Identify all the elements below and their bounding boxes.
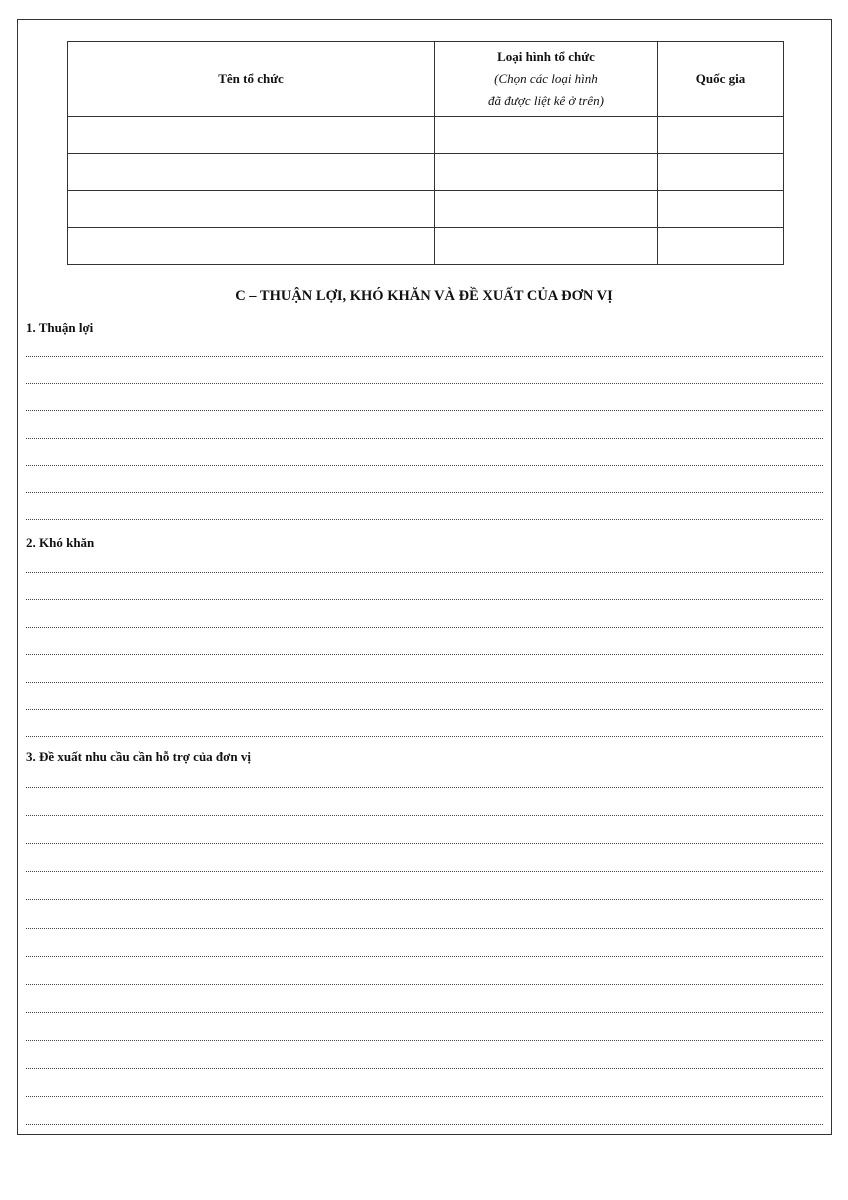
cell-org-type[interactable] <box>435 191 658 228</box>
section-c-title: C – THUẬN LỢI, KHÓ KHĂN VÀ ĐỀ XUẤT CỦA ĐƠN VỊ <box>235 288 613 304</box>
cell-org-name[interactable] <box>68 154 435 191</box>
table-row <box>68 228 784 265</box>
header-org-name: Tên tổ chức <box>68 42 435 117</box>
cell-org-name[interactable] <box>68 191 435 228</box>
header-org-type-title: Loại hình tổ chức <box>497 49 595 64</box>
table-row <box>68 191 784 228</box>
advantages-writing-line[interactable] <box>26 383 823 384</box>
header-org-type-note-1: (Chọn các loại hình <box>494 71 598 86</box>
organization-table <box>67 41 784 265</box>
advantages-writing-line[interactable] <box>26 356 823 357</box>
cell-org-type[interactable] <box>435 117 658 154</box>
proposals-writing-line[interactable] <box>26 843 823 844</box>
advantages-writing-line[interactable] <box>26 438 823 439</box>
proposals-writing-line[interactable] <box>26 899 823 900</box>
cell-org-type[interactable] <box>435 154 658 191</box>
proposals-writing-line[interactable] <box>26 1124 823 1125</box>
proposals-writing-line[interactable] <box>26 956 823 957</box>
cell-country[interactable] <box>658 191 784 228</box>
difficulties-writing-line[interactable] <box>26 627 823 628</box>
difficulties-heading: 2. Khó khăn <box>26 535 95 550</box>
difficulties-writing-line[interactable] <box>26 654 823 655</box>
proposals-writing-line[interactable] <box>26 928 823 929</box>
proposals-heading: 3. Đề xuất nhu cầu cần hỗ trợ của đơn vị <box>26 749 251 764</box>
advantages-heading: 1. Thuận lợi <box>26 320 94 335</box>
advantages-writing-line[interactable] <box>26 492 823 493</box>
cell-org-type[interactable] <box>435 228 658 265</box>
advantages-writing-line[interactable] <box>26 410 823 411</box>
table-header-row <box>68 42 784 117</box>
cell-org-name[interactable] <box>68 228 435 265</box>
table-row <box>68 154 784 191</box>
proposals-writing-line[interactable] <box>26 815 823 816</box>
cell-country[interactable] <box>658 228 784 265</box>
table-row <box>68 117 784 154</box>
advantages-writing-line[interactable] <box>26 519 823 520</box>
proposals-writing-line[interactable] <box>26 871 823 872</box>
difficulties-writing-line[interactable] <box>26 709 823 710</box>
difficulties-writing-line[interactable] <box>26 599 823 600</box>
cell-country[interactable] <box>658 117 784 154</box>
difficulties-writing-line[interactable] <box>26 736 823 737</box>
proposals-writing-line[interactable] <box>26 1012 823 1013</box>
proposals-writing-line[interactable] <box>26 787 823 788</box>
cell-country[interactable] <box>658 154 784 191</box>
cell-org-name[interactable] <box>68 117 435 154</box>
header-org-type <box>435 42 658 117</box>
proposals-writing-line[interactable] <box>26 984 823 985</box>
header-country: Quốc gia <box>658 42 784 117</box>
difficulties-writing-line[interactable] <box>26 682 823 683</box>
advantages-writing-line[interactable] <box>26 465 823 466</box>
proposals-writing-line[interactable] <box>26 1096 823 1097</box>
header-org-type-note-2: đã được liệt kê ở trên) <box>488 93 604 108</box>
difficulties-writing-line[interactable] <box>26 572 823 573</box>
proposals-writing-line[interactable] <box>26 1040 823 1041</box>
proposals-writing-line[interactable] <box>26 1068 823 1069</box>
